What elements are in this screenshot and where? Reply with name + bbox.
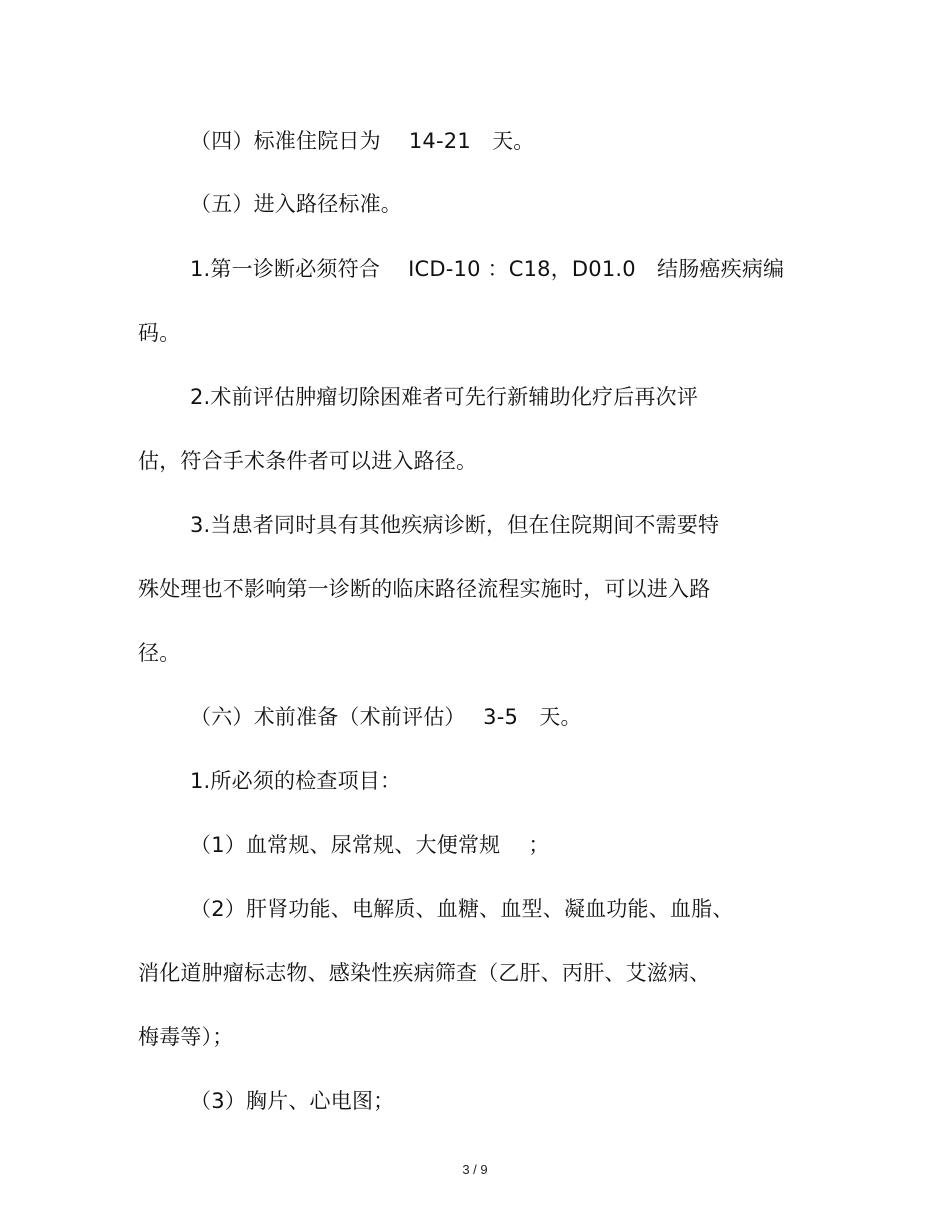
- page-number: 3 / 9: [462, 1162, 488, 1177]
- heading-preop-prep: （六）术前准备（术前评估） 3-5 天。: [190, 705, 582, 729]
- list-item: （1）血常规、尿常规、大便常规 ；: [190, 833, 550, 857]
- list-item: （2）肝肾功能、电解质、血糖、血型、凝血功能、血脂、: [190, 897, 734, 921]
- paragraph-line: 梅毒等）；: [138, 1025, 234, 1049]
- paragraph-line: 码。: [138, 321, 181, 345]
- paragraph-line: 2.术前评估肿瘤切除困难者可先行新辅助化疗后再次评: [190, 385, 699, 409]
- paragraph-line: 殊处理也不影响第一诊断的临床路径流程实施时，可以进入路: [138, 577, 711, 601]
- paragraph-line: 1.第一诊断必须符合 ICD-10 ：C18，D01.0 结肠癌疾病编: [190, 257, 785, 281]
- paragraph-line: 径。: [138, 641, 181, 665]
- paragraph-line: 估，符合手术条件者可以进入路径。: [138, 449, 478, 473]
- heading-hospital-stay: （四）标准住院日为 14-21 天。: [190, 129, 535, 153]
- paragraph-line: 3.当患者同时具有其他疾病诊断，但在住院期间不需要特: [190, 513, 720, 537]
- paragraph-line: 消化道肿瘤标志物、感染性疾病筛查（乙肝、丙肝、艾滋病、: [138, 961, 711, 985]
- paragraph-line: 1.所必须的检查项目：: [190, 769, 402, 793]
- heading-path-criteria: （五）进入路径标准。: [190, 192, 402, 216]
- list-item: （3）胸片、心电图；: [190, 1089, 395, 1113]
